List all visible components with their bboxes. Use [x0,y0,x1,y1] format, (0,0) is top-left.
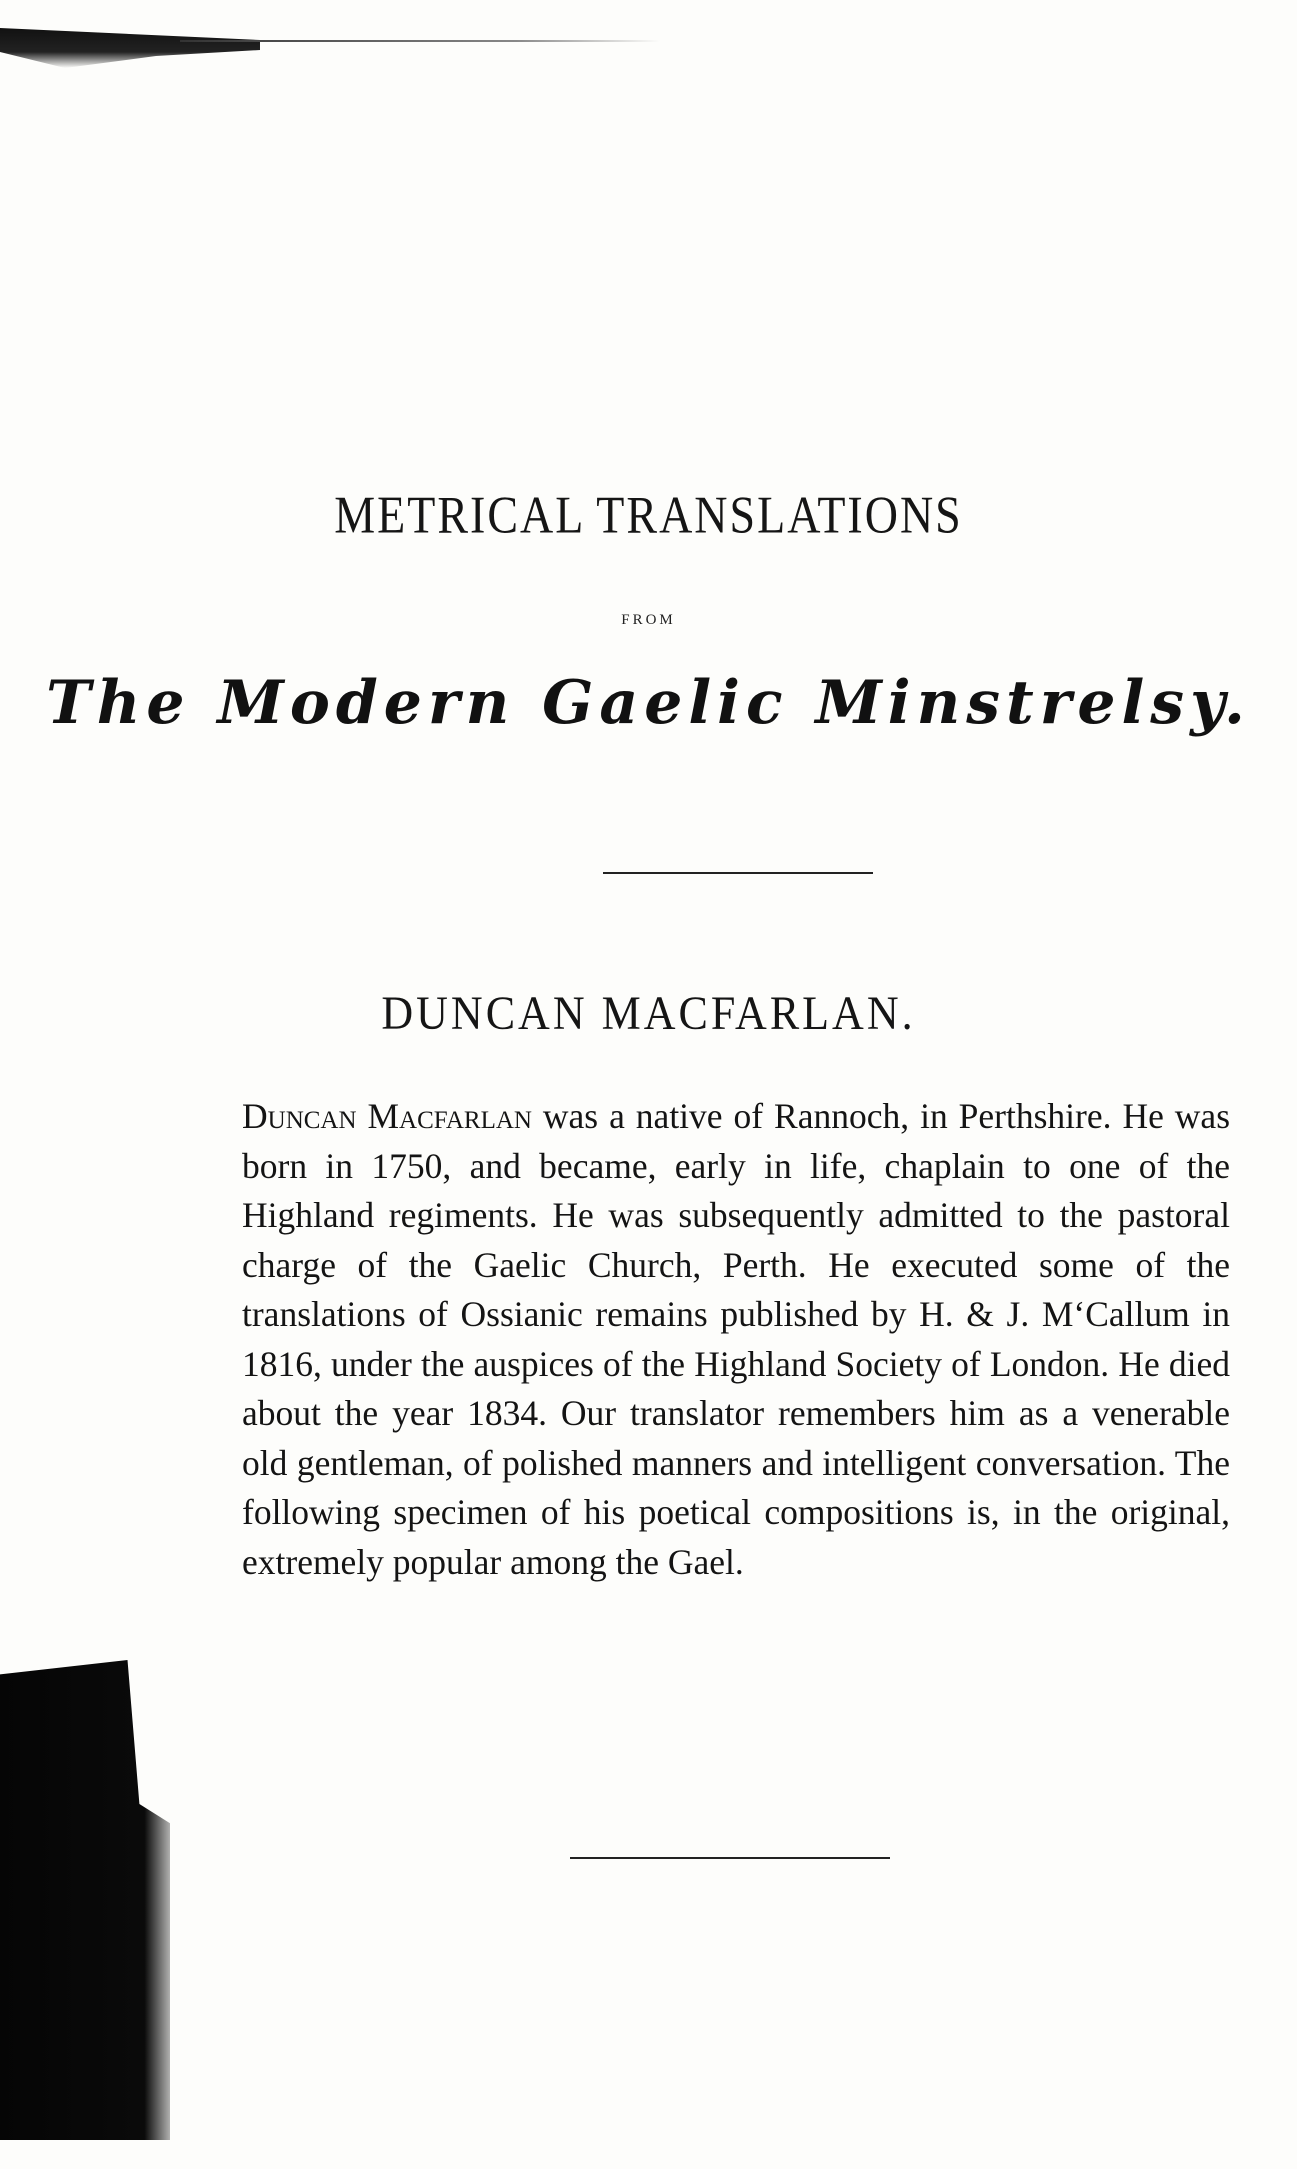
paragraph-text: was a native of Rannoch, in Perthshire. He was born in 1750, and became, early in life, chaplain to one of the Highland regiments. He was subsequently admitted to the pastoral charge of the Gaelic Church, Perth. He executed some of the translations of Ossianic remains published by H. & J. M‘Callum in 1816, under the auspices of the Highland Society of London. He died about the year 1834. Our translator remembers him as a venerable old gentleman, of polished manners and intelligent conversation. The following specimen of his poetical compositions is, in the original, extremely popular among the Gael. [242,1096,1231,1582]
title-from: FROM [621,612,676,628]
lead-name: Duncan Macfarlan [242,1096,532,1136]
section-heading: DUNCAN MACFARLAN. [381,987,916,1040]
scan-smudge-line [180,40,660,42]
source-title: The Modern Gaelic Minstrelsy. [46,668,1251,738]
page-title: METRICAL TRANSLATIONS [334,485,963,544]
end-rule [570,1857,890,1859]
scan-smudge [0,28,260,68]
body-paragraph [242,1092,1230,1587]
divider-rule [603,872,873,874]
binding-shadow [0,1660,170,2140]
